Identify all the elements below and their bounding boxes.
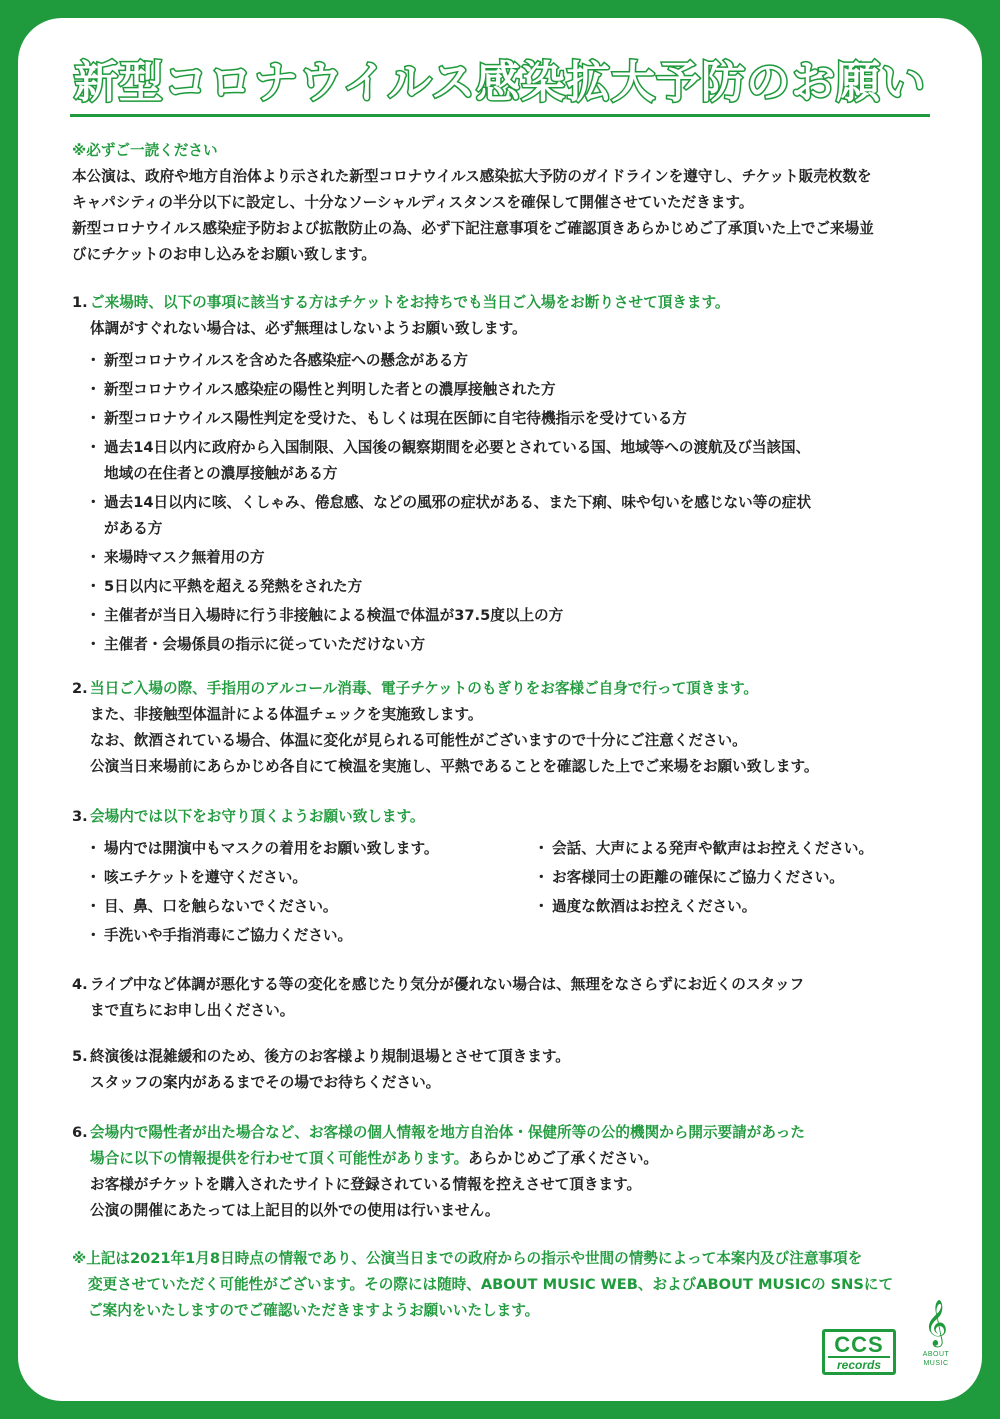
section-line: 公演当日来場前にあらかじめ各自にて検温を実施し、平熱であることを確認した上でご来場をお願い致します。 bbox=[90, 758, 819, 775]
section-5 bbox=[72, 1044, 942, 1096]
section-heading: 当日ご入場の際、手指用のアルコール消毒、電子チケットのもぎりをお客様ご自身で行って頂きます。 bbox=[90, 680, 758, 697]
intro-line: 新型コロナウイルス感染症予防および拡散防止の為、必ず下記注意事項をご確認頂きあらかじめご了承頂いた上でご来場並 bbox=[72, 220, 874, 237]
list-item-line: 過去14日以内に政府から入国制限、入国後の観察期間を必要とされている国、地域等への渡航及び当該国、 bbox=[104, 439, 811, 456]
list-item: ・ お客様同士の距離の確保にご協力ください。 bbox=[538, 865, 920, 891]
section-line: お客様がチケットを購入されたサイトに登録されている情報を控えさせて頂きます。 bbox=[90, 1176, 642, 1193]
section-number: 6. bbox=[72, 1124, 88, 1141]
list-item bbox=[90, 490, 942, 542]
list-item-line: がある方 bbox=[104, 520, 163, 537]
intro-line: 本公演は、政府や地方自治体より示された新型コロナウイルス感染拡大予防のガイドラインを遵守し、チケット販売枚数を bbox=[72, 168, 872, 185]
section-line: また、非接触型体温計による体温チェックを実施致します。 bbox=[90, 706, 483, 723]
section-number: 3. bbox=[72, 808, 88, 825]
bullet-list bbox=[72, 348, 942, 658]
treble-clef-icon: 𝄞 bbox=[924, 1300, 948, 1346]
about-music-line: MUSIC bbox=[923, 1360, 949, 1367]
list-item: ・ 新型コロナウイルス感染症の陽性と判明した者との濃厚接触された方 bbox=[90, 377, 942, 403]
about-music-logo bbox=[914, 1296, 958, 1380]
intro-line: キャパシティの半分以下に設定し、十分なソーシャルディスタンスを確保して開催させていただきます。 bbox=[72, 194, 754, 211]
section-line: あらかじめご了承ください。 bbox=[468, 1150, 659, 1167]
list-item: ・ 5日以内に平熱を超える発熱をされた方 bbox=[90, 574, 942, 600]
section-heading: ご来場時、以下の事項に該当する方はチケットをお持ちでも当日ご入場をお断りさせて頂きます。 bbox=[90, 294, 730, 311]
section-1 bbox=[72, 290, 942, 658]
section-6 bbox=[72, 1120, 942, 1224]
section-heading-cont: 場合に以下の情報提供を行わせて頂く可能性があります。 bbox=[90, 1150, 469, 1167]
section-subtext: 体調がすぐれない場合は、必ず無理はしないようお願い致します。 bbox=[90, 320, 527, 337]
list-item bbox=[90, 435, 942, 487]
section-number: 4. bbox=[72, 976, 88, 993]
section-line: ライブ中など体調が悪化する等の変化を感じたり気分が優れない場合は、無理をなさらずにお近くのスタッフ bbox=[90, 976, 805, 993]
section-number: 1. bbox=[72, 294, 88, 311]
list-item: ・ 場内では開演中もマスクの着用をお願い致します。 bbox=[90, 836, 520, 862]
list-item: ・ 来場時マスク無着用の方 bbox=[90, 545, 942, 571]
section-line: スタッフの案内があるまでその場でお待ちください。 bbox=[90, 1074, 441, 1091]
section-line: 終演後は混雑緩和のため、後方のお客様より規制退場とさせて頂きます。 bbox=[90, 1048, 570, 1065]
footnote-line: ご案内をいたしますのでご確認いただきますようお願いいたします。 bbox=[88, 1302, 540, 1319]
section-line: なお、飲酒されている場合、体温に変化が見られる可能性がございますので十分にご注意ください。 bbox=[90, 732, 747, 749]
bullet-list-right bbox=[520, 836, 920, 920]
list-item-line: 地域の在住者との濃厚接触がある方 bbox=[104, 465, 338, 482]
section-2 bbox=[72, 676, 942, 780]
list-item: ・ 咳エチケットを遵守ください。 bbox=[90, 865, 520, 891]
list-item: ・ 主催者・会場係員の指示に従っていただけない方 bbox=[90, 632, 942, 658]
list-item: ・ 目、鼻、口を触らないでください。 bbox=[90, 894, 520, 920]
section-heading: 会場内では以下をお守り頂くようお願い致します。 bbox=[90, 808, 425, 825]
list-item: ・ 過度な飲酒はお控えください。 bbox=[538, 894, 920, 920]
about-music-line: ABOUT bbox=[922, 1351, 950, 1358]
list-item: ・ 新型コロナウイルス陽性判定を受けた、もしくは現在医師に自宅待機指示を受けている方 bbox=[90, 406, 942, 432]
section-4 bbox=[72, 972, 942, 1024]
ccs-records-logo bbox=[822, 1329, 896, 1375]
bullet-list-left bbox=[72, 836, 520, 949]
section-number: 5. bbox=[72, 1048, 88, 1065]
notice-content bbox=[72, 138, 942, 1324]
section-3 bbox=[72, 804, 942, 952]
footnote-line: 変更させていただく可能性がございます。その際には随時、ABOUT MUSIC WEB、およびABOUT MUSICの SNSにて bbox=[88, 1276, 894, 1293]
section-heading: 会場内で陽性者が出た場合など、お客様の個人情報を地方自治体・保健所等の公的機関から開示要請があった bbox=[90, 1124, 805, 1141]
section-number: 2. bbox=[72, 680, 88, 697]
page-title: 新型コロナウイルス感染拡大予防のお願い bbox=[73, 57, 927, 108]
section-line: まで直ちにお申し出ください。 bbox=[90, 1002, 295, 1019]
list-item: ・ 主催者が当日入場時に行う非接触による検温で体温が37.5度以上の方 bbox=[90, 603, 942, 629]
section-line: 公演の開催にあたっては上記目的以外での使用は行いません。 bbox=[90, 1202, 500, 1219]
ccs-logo-text: CCS bbox=[834, 1332, 884, 1357]
intro-note: ※必ずご一読ください bbox=[72, 142, 218, 159]
intro-line: びにチケットのお申し込みをお願い致します。 bbox=[72, 246, 376, 263]
footnote bbox=[72, 1246, 942, 1324]
footnote-line: ※上記は2021年1月8日時点の情報であり、公演当日までの政府からの指示や世間の情勢によって本案内及び注意事項を bbox=[72, 1250, 863, 1267]
two-column-list bbox=[72, 836, 942, 952]
list-item: ・ 会話、大声による発声や歓声はお控えください。 bbox=[538, 836, 920, 862]
title-divider bbox=[70, 114, 930, 117]
list-item: ・ 新型コロナウイルスを含めた各感染症への懸念がある方 bbox=[90, 348, 942, 374]
list-item: ・ 手洗いや手指消毒にご協力ください。 bbox=[90, 923, 520, 949]
list-item-line: 過去14日以内に咳、くしゃみ、倦怠感、などの風邪の症状がある、また下痢、味や匂いを感じない等の症状 bbox=[104, 494, 812, 511]
ccs-logo-subtext: records bbox=[828, 1356, 890, 1372]
